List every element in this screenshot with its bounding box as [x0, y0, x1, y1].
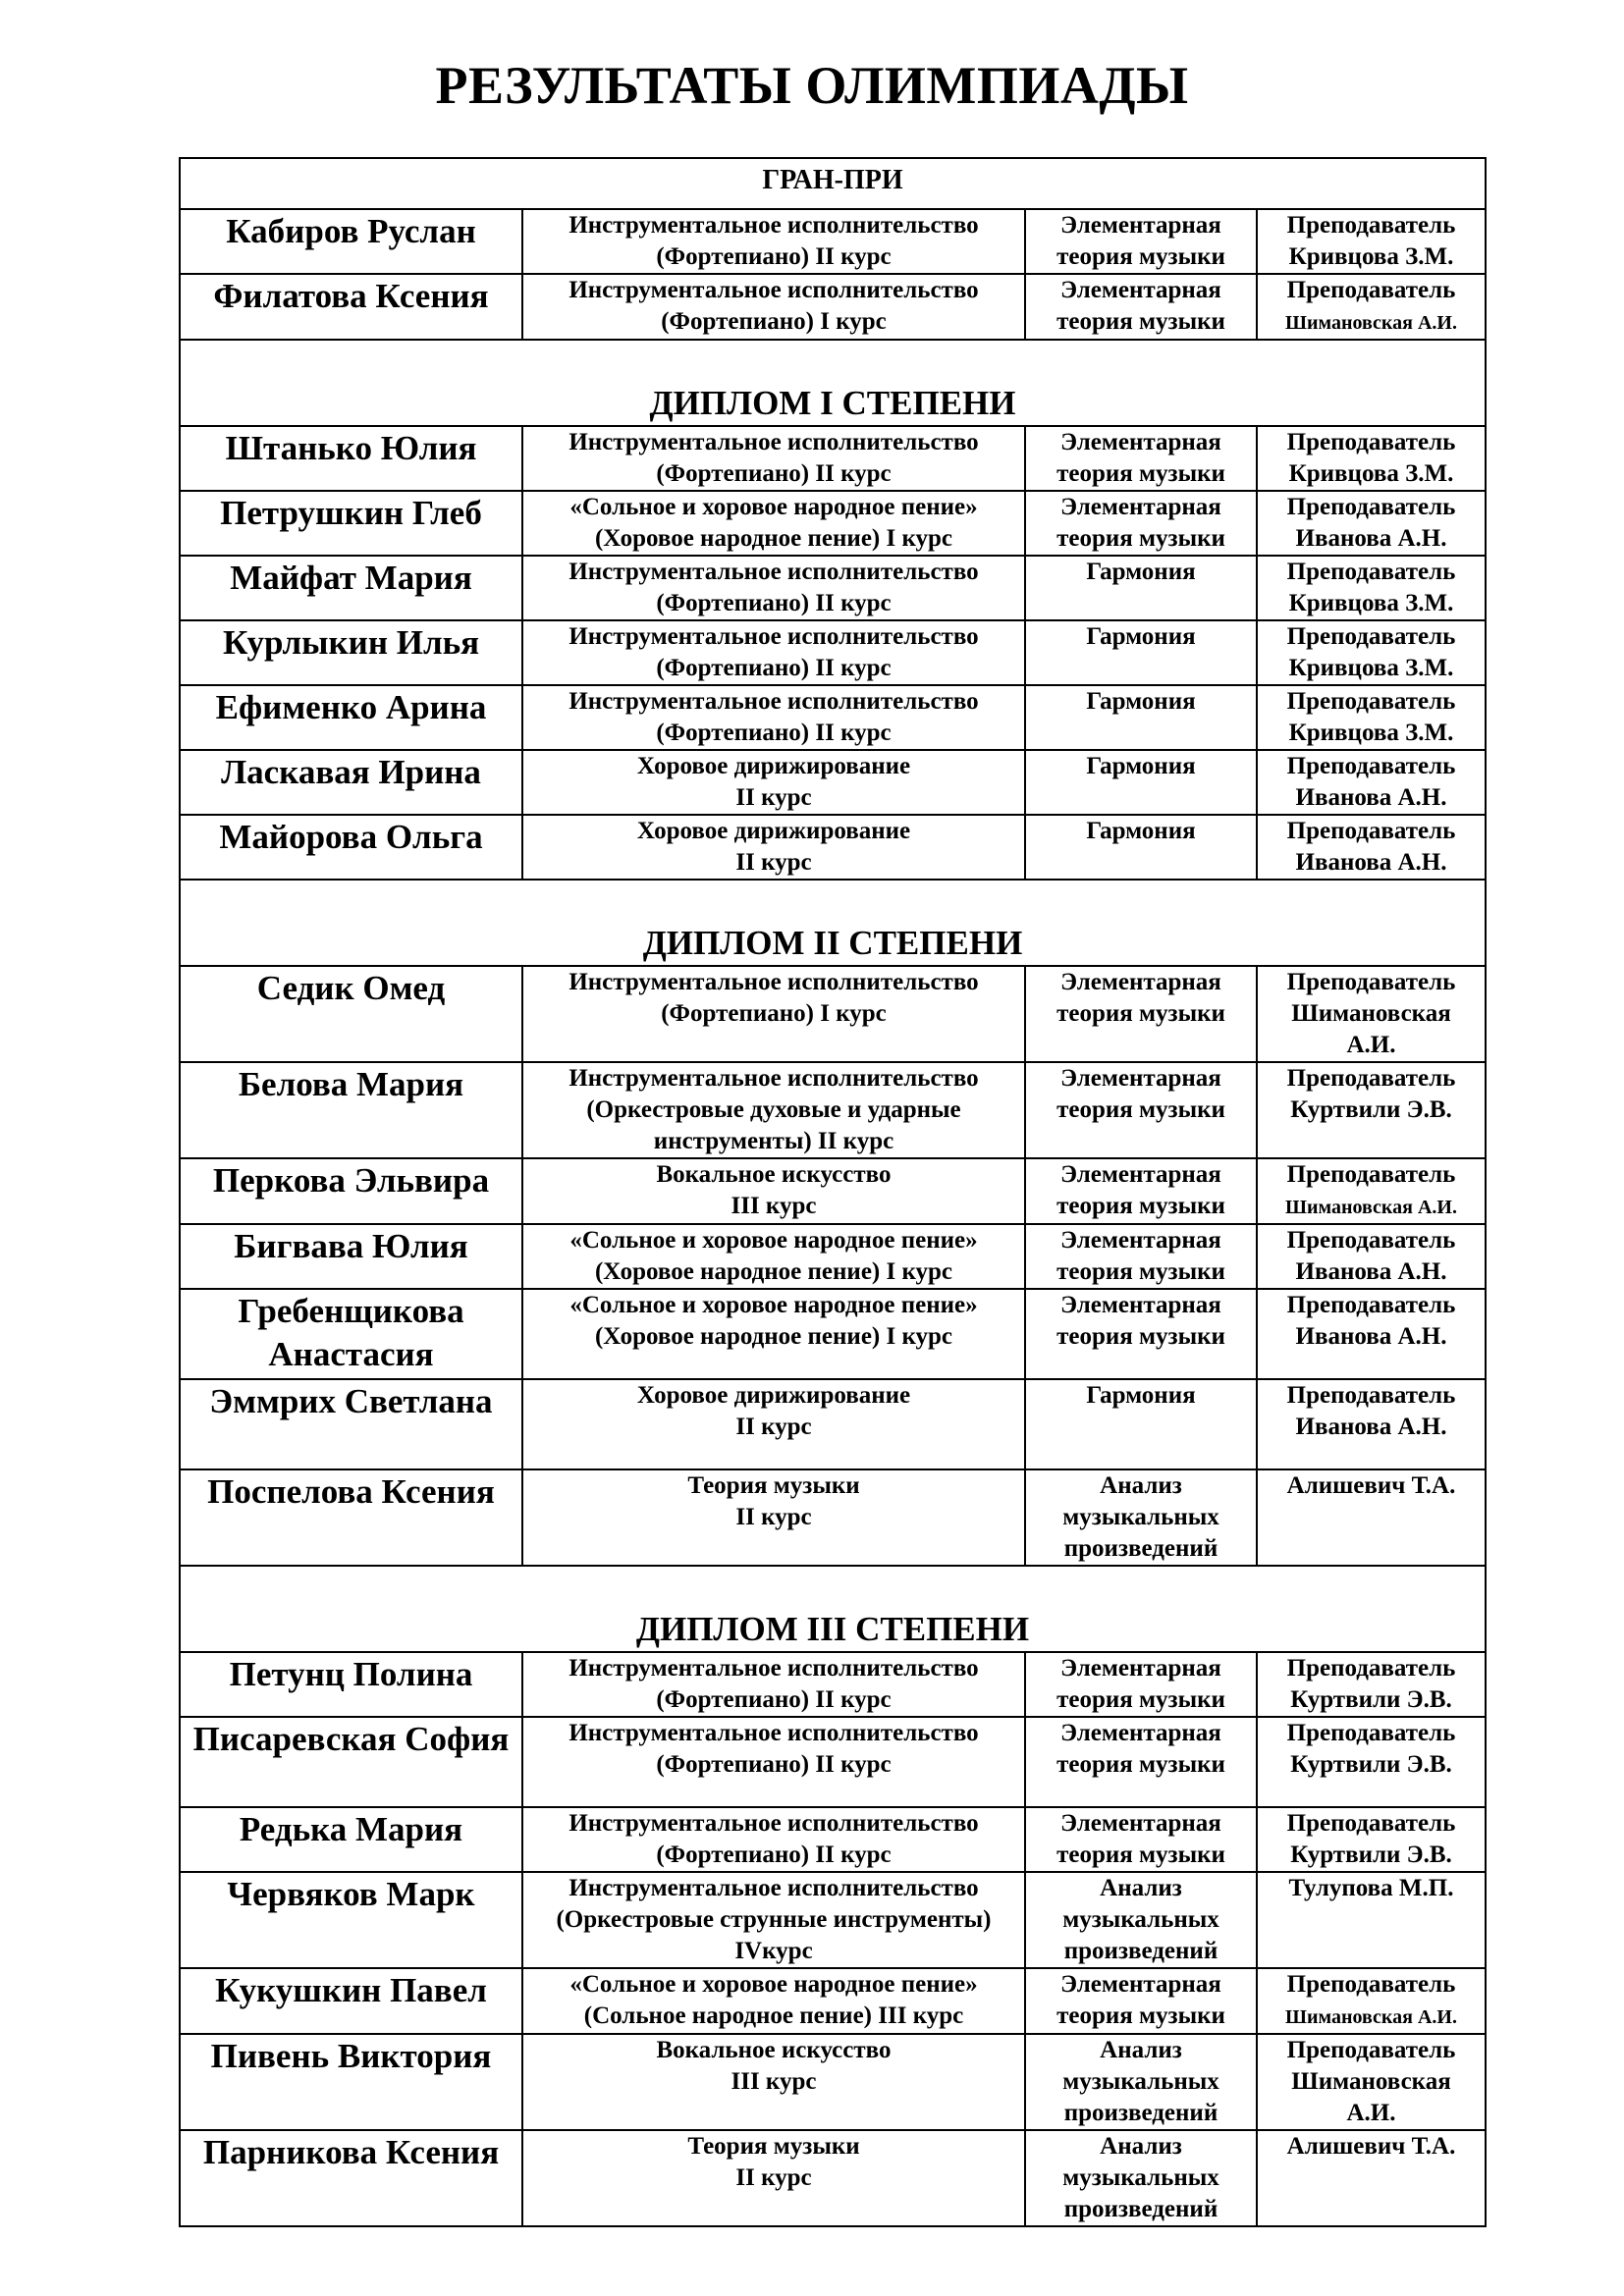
- participant-name: Поспелова Ксения: [180, 1469, 522, 1566]
- table-row: [180, 1158, 1486, 1224]
- cell-line: теория музыки: [1056, 525, 1225, 552]
- subject-cell: [1025, 815, 1257, 880]
- cell-line: (Хоровое народное пение) I курс: [594, 1258, 953, 1285]
- subject-cell: [1025, 1469, 1257, 1566]
- participant-name: Кукушкин Павел: [180, 1968, 522, 2034]
- section-header-row: [180, 880, 1486, 966]
- section-title: ДИПЛОМ III СТЕПЕНИ: [180, 1566, 1486, 1652]
- cell-line: Преподаватель: [1286, 623, 1456, 650]
- cell-line: Инструментальное исполнительство: [568, 1655, 979, 1682]
- cell-line: Кривцова З.М.: [1288, 655, 1454, 681]
- cell-line: Гармония: [1086, 559, 1196, 585]
- cell-line: Преподаватель: [1286, 688, 1456, 715]
- table-row: [180, 1289, 1486, 1379]
- cell-line: Инструментальное исполнительство: [568, 559, 979, 585]
- cell-line: Иванова А.Н.: [1295, 525, 1447, 552]
- section-header-row: [180, 1566, 1486, 1652]
- specialty-cell: [522, 1158, 1025, 1224]
- participant-name: Ласкавая Ирина: [180, 750, 522, 815]
- cell-line: Куртвили Э.В.: [1290, 1686, 1452, 1713]
- cell-line: Теория музыки: [687, 1472, 860, 1499]
- teacher-cell: [1257, 1062, 1486, 1158]
- specialty-cell: [522, 209, 1025, 274]
- teacher-cell: [1257, 1289, 1486, 1379]
- subject-cell: [1025, 966, 1257, 1062]
- subject-cell: [1025, 1807, 1257, 1872]
- cell-line: теория музыки: [1056, 1000, 1225, 1027]
- teacher-cell: [1257, 274, 1486, 340]
- specialty-cell: [522, 491, 1025, 556]
- cell-line: Преподаватель: [1286, 1292, 1456, 1318]
- participant-name: Курлыкин Илья: [180, 620, 522, 685]
- teacher-cell: [1257, 491, 1486, 556]
- teacher-cell: [1257, 1158, 1486, 1224]
- specialty-cell: [522, 556, 1025, 620]
- cell-line: Инструментальное исполнительство: [568, 1810, 979, 1837]
- participant-name: Гребенщикова Анастасия: [180, 1289, 522, 1379]
- cell-line: Элементарная: [1060, 1227, 1221, 1254]
- table-row: [180, 685, 1486, 750]
- cell-line: (Фортепиано) II курс: [656, 460, 892, 487]
- specialty-cell: [522, 1717, 1025, 1807]
- cell-line: (Оркестровые струнные инструменты): [556, 1906, 992, 1933]
- page-title: РЕЗУЛЬТАТЫ ОЛИМПИАДЫ: [435, 56, 1189, 115]
- subject-cell: [1025, 1652, 1257, 1717]
- table-row: [180, 1807, 1486, 1872]
- cell-line: «Сольное и хоровое народное пение»: [569, 1292, 978, 1318]
- teacher-cell: [1257, 1469, 1486, 1566]
- teacher-cell: [1257, 2034, 1486, 2130]
- cell-line: произведений: [1063, 2196, 1218, 2222]
- specialty-cell: [522, 2034, 1025, 2130]
- cell-line: Преподаватель: [1286, 494, 1456, 520]
- subject-cell: [1025, 1872, 1257, 1968]
- teacher-cell: [1257, 426, 1486, 491]
- cell-line: Гармония: [1086, 688, 1196, 715]
- table-row: [180, 491, 1486, 556]
- cell-line: Тулупова М.П.: [1288, 1875, 1454, 1901]
- teacher-cell: [1257, 1224, 1486, 1289]
- cell-line: теория музыки: [1056, 308, 1225, 335]
- participant-name: Редька Мария: [180, 1807, 522, 1872]
- participant-name: Писаревская София: [180, 1717, 522, 1807]
- cell-line: (Хоровое народное пение) I курс: [594, 525, 953, 552]
- teacher-cell: [1257, 1652, 1486, 1717]
- cell-line: Элементарная: [1060, 1720, 1221, 1746]
- cell-line: Гармония: [1086, 623, 1196, 650]
- cell-line: (Сольное народное пение) III курс: [583, 2002, 964, 2029]
- cell-line: Элементарная: [1060, 969, 1221, 995]
- cell-line: Гармония: [1086, 1382, 1196, 1409]
- cell-line: Преподаватель: [1286, 969, 1456, 995]
- cell-line: Кривцова З.М.: [1288, 243, 1454, 270]
- participant-name: Парникова Ксения: [180, 2130, 522, 2226]
- teacher-cell: [1257, 1379, 1486, 1469]
- cell-line: теория музыки: [1056, 243, 1225, 270]
- table-row: [180, 2034, 1486, 2130]
- cell-line: музыкальных: [1062, 1906, 1219, 1933]
- cell-line: Преподаватель: [1286, 559, 1456, 585]
- cell-line: (Фортепиано) II курс: [656, 243, 892, 270]
- specialty-cell: [522, 966, 1025, 1062]
- subject-cell: [1025, 209, 1257, 274]
- participant-name: Бигвава Юлия: [180, 1224, 522, 1289]
- participant-name: Ефименко Арина: [180, 685, 522, 750]
- table-row: [180, 274, 1486, 340]
- cell-line: Вокальное искусство: [656, 2037, 892, 2063]
- table-row: [180, 1872, 1486, 1968]
- cell-line: (Фортепиано) I курс: [661, 308, 887, 335]
- cell-line: (Фортепиано) II курс: [656, 655, 892, 681]
- teacher-cell: [1257, 1807, 1486, 1872]
- subject-cell: [1025, 2034, 1257, 2130]
- cell-line: (Фортепиано) II курс: [656, 1842, 892, 1868]
- cell-line: II курс: [735, 784, 812, 811]
- cell-line: музыкальных: [1062, 1504, 1219, 1530]
- section-header-row: [180, 158, 1486, 209]
- table-row: [180, 1379, 1486, 1469]
- table-row: [180, 426, 1486, 491]
- cell-line: Преподаватель: [1286, 1655, 1456, 1682]
- cell-line: Преподаватель: [1286, 1971, 1456, 1998]
- cell-line: (Фортепиано) II курс: [656, 720, 892, 746]
- subject-cell: [1025, 556, 1257, 620]
- cell-line: Теория музыки: [687, 2133, 860, 2160]
- cell-line: Инструментальное исполнительство: [568, 1720, 979, 1746]
- cell-line: Вокальное искусство: [656, 1161, 892, 1188]
- subject-cell: [1025, 1968, 1257, 2034]
- cell-line: (Фортепиано) II курс: [656, 1686, 892, 1713]
- cell-line: теория музыки: [1056, 460, 1225, 487]
- cell-line: Элементарная: [1060, 494, 1221, 520]
- participant-name: Петрушкин Глеб: [180, 491, 522, 556]
- cell-line: (Фортепиано) II курс: [656, 1751, 892, 1778]
- participant-name: Червяков Марк: [180, 1872, 522, 1968]
- cell-line: (Фортепиано) I курс: [661, 1000, 887, 1027]
- cell-line: Преподаватель: [1286, 2037, 1456, 2063]
- cell-line: (Хоровое народное пение) I курс: [594, 1323, 953, 1350]
- cell-line: А.И.: [1346, 1032, 1396, 1058]
- participant-name: Майорова Ольга: [180, 815, 522, 880]
- specialty-cell: [522, 426, 1025, 491]
- participant-name: Кабиров Руслан: [180, 209, 522, 274]
- cell-line: инструменты) II курс: [653, 1128, 894, 1154]
- teacher-cell: [1257, 815, 1486, 880]
- cell-line: Инструментальное исполнительство: [568, 1875, 979, 1901]
- cell-line: Инструментальное исполнительство: [568, 623, 979, 650]
- cell-line: Хоровое дирижирование: [636, 818, 911, 844]
- cell-line: II курс: [735, 2164, 812, 2191]
- cell-line: Куртвили Э.В.: [1290, 1842, 1452, 1868]
- cell-line: теория музыки: [1056, 1323, 1225, 1350]
- participant-name: Петунц Полина: [180, 1652, 522, 1717]
- cell-line: Анализ: [1100, 1875, 1182, 1901]
- cell-line: Преподаватель: [1286, 1810, 1456, 1837]
- cell-line: Инструментальное исполнительство: [568, 969, 979, 995]
- cell-line: Кривцова З.М.: [1288, 590, 1454, 616]
- table-row: [180, 1062, 1486, 1158]
- table-row: [180, 1968, 1486, 2034]
- teacher-cell: [1257, 209, 1486, 274]
- specialty-cell: [522, 685, 1025, 750]
- specialty-cell: [522, 1968, 1025, 2034]
- table-row: [180, 556, 1486, 620]
- cell-line: Иванова А.Н.: [1295, 784, 1447, 811]
- cell-line: «Сольное и хоровое народное пение»: [569, 1227, 978, 1254]
- cell-line: Анализ: [1100, 2037, 1182, 2063]
- teacher-cell: [1257, 750, 1486, 815]
- cell-line: Иванова А.Н.: [1295, 849, 1447, 876]
- subject-cell: [1025, 426, 1257, 491]
- cell-line: Гармония: [1086, 818, 1196, 844]
- cell-line: Преподаватель: [1286, 277, 1456, 303]
- specialty-cell: [522, 1379, 1025, 1469]
- specialty-cell: [522, 1872, 1025, 1968]
- subject-cell: [1025, 274, 1257, 340]
- table-row: [180, 750, 1486, 815]
- cell-line: Элементарная: [1060, 1292, 1221, 1318]
- cell-line: Алишевич Т.А.: [1286, 2133, 1456, 2160]
- cell-line: Инструментальное исполнительство: [568, 1065, 979, 1092]
- specialty-cell: [522, 2130, 1025, 2226]
- specialty-cell: [522, 1224, 1025, 1289]
- participant-name: Седик Омед: [180, 966, 522, 1062]
- cell-line: Преподаватель: [1286, 1161, 1456, 1188]
- cell-line: Преподаватель: [1286, 212, 1456, 239]
- cell-line: III курс: [731, 1193, 817, 1219]
- cell-line: Преподаватель: [1286, 753, 1456, 779]
- specialty-cell: [522, 1289, 1025, 1379]
- specialty-cell: [522, 750, 1025, 815]
- cell-line: Иванова А.Н.: [1295, 1258, 1447, 1285]
- cell-line: Иванова А.Н.: [1295, 1323, 1447, 1350]
- participant-name: Майфат Мария: [180, 556, 522, 620]
- teacher-cell: [1257, 2130, 1486, 2226]
- cell-line: Иванова А.Н.: [1295, 1414, 1447, 1440]
- cell-line: теория музыки: [1056, 2002, 1225, 2029]
- cell-line: Кривцова З.М.: [1288, 460, 1454, 487]
- cell-line: А.И.: [1346, 2100, 1396, 2126]
- subject-cell: [1025, 2130, 1257, 2226]
- participant-name: Перкова Эльвира: [180, 1158, 522, 1224]
- cell-line: Шимановская А.И.: [1285, 2006, 1457, 2028]
- cell-line: Шимановская А.И.: [1285, 1197, 1457, 1218]
- participant-name: Белова Мария: [180, 1062, 522, 1158]
- subject-cell: [1025, 1224, 1257, 1289]
- teacher-cell: [1257, 1717, 1486, 1807]
- cell-line: Анализ: [1100, 1472, 1182, 1499]
- cell-line: Гармония: [1086, 753, 1196, 779]
- cell-line: (Фортепиано) II курс: [656, 590, 892, 616]
- cell-line: произведений: [1063, 1535, 1218, 1562]
- cell-line: Куртвили Э.В.: [1290, 1096, 1452, 1123]
- cell-line: II курс: [735, 1504, 812, 1530]
- cell-line: Шимановская А.И.: [1285, 312, 1457, 334]
- section-header-row: [180, 340, 1486, 426]
- teacher-cell: [1257, 1872, 1486, 1968]
- cell-line: II курс: [735, 1414, 812, 1440]
- cell-line: Элементарная: [1060, 277, 1221, 303]
- cell-line: Шимановская: [1291, 2068, 1451, 2095]
- cell-line: Преподаватель: [1286, 1227, 1456, 1254]
- table-row: [180, 1717, 1486, 1807]
- cell-line: Шимановская: [1291, 1000, 1451, 1027]
- subject-cell: [1025, 1062, 1257, 1158]
- participant-name: Штанько Юлия: [180, 426, 522, 491]
- cell-line: теория музыки: [1056, 1686, 1225, 1713]
- table-row: [180, 2130, 1486, 2226]
- participant-name: Пивень Виктория: [180, 2034, 522, 2130]
- participant-name: Эммрих Светлана: [180, 1379, 522, 1469]
- table-row: [180, 1652, 1486, 1717]
- results-table: [179, 157, 1487, 2227]
- table-row: [180, 620, 1486, 685]
- cell-line: произведений: [1063, 1938, 1218, 1964]
- cell-line: теория музыки: [1056, 1096, 1225, 1123]
- cell-line: теория музыки: [1056, 1258, 1225, 1285]
- specialty-cell: [522, 1469, 1025, 1566]
- cell-line: Алишевич Т.А.: [1286, 1472, 1456, 1499]
- cell-line: «Сольное и хоровое народное пение»: [569, 1971, 978, 1998]
- cell-line: III курс: [731, 2068, 817, 2095]
- subject-cell: [1025, 685, 1257, 750]
- cell-line: теория музыки: [1056, 1842, 1225, 1868]
- specialty-cell: [522, 274, 1025, 340]
- teacher-cell: [1257, 1968, 1486, 2034]
- cell-line: Анализ: [1100, 2133, 1182, 2160]
- cell-line: Преподаватель: [1286, 429, 1456, 455]
- cell-line: Элементарная: [1060, 1065, 1221, 1092]
- participant-name: Филатова Ксения: [180, 274, 522, 340]
- table-row: [180, 1224, 1486, 1289]
- cell-line: Элементарная: [1060, 212, 1221, 239]
- section-title: ГРАН-ПРИ: [180, 158, 1486, 209]
- cell-line: музыкальных: [1062, 2068, 1219, 2095]
- cell-line: Элементарная: [1060, 1810, 1221, 1837]
- table-row: [180, 1469, 1486, 1566]
- subject-cell: [1025, 1717, 1257, 1807]
- cell-line: теория музыки: [1056, 1193, 1225, 1219]
- specialty-cell: [522, 1807, 1025, 1872]
- table-row: [180, 209, 1486, 274]
- cell-line: Элементарная: [1060, 1161, 1221, 1188]
- table-row: [180, 966, 1486, 1062]
- subject-cell: [1025, 491, 1257, 556]
- teacher-cell: [1257, 556, 1486, 620]
- subject-cell: [1025, 1158, 1257, 1224]
- cell-line: Элементарная: [1060, 1655, 1221, 1682]
- teacher-cell: [1257, 966, 1486, 1062]
- cell-line: Хоровое дирижирование: [636, 1382, 911, 1409]
- cell-line: Преподаватель: [1286, 818, 1456, 844]
- cell-line: Инструментальное исполнительство: [568, 688, 979, 715]
- cell-line: Инструментальное исполнительство: [568, 212, 979, 239]
- specialty-cell: [522, 620, 1025, 685]
- subject-cell: [1025, 1289, 1257, 1379]
- table-row: [180, 815, 1486, 880]
- section-title: ДИПЛОМ II СТЕПЕНИ: [180, 880, 1486, 966]
- cell-line: Хоровое дирижирование: [636, 753, 911, 779]
- cell-line: Элементарная: [1060, 429, 1221, 455]
- specialty-cell: [522, 1652, 1025, 1717]
- cell-line: (Оркестровые духовые и ударные: [586, 1096, 961, 1123]
- specialty-cell: [522, 1062, 1025, 1158]
- teacher-cell: [1257, 620, 1486, 685]
- cell-line: «Сольное и хоровое народное пение»: [569, 494, 978, 520]
- cell-line: Преподаватель: [1286, 1382, 1456, 1409]
- cell-line: Куртвили Э.В.: [1290, 1751, 1452, 1778]
- subject-cell: [1025, 620, 1257, 685]
- cell-line: Инструментальное исполнительство: [568, 429, 979, 455]
- cell-line: Преподаватель: [1286, 1065, 1456, 1092]
- teacher-cell: [1257, 685, 1486, 750]
- cell-line: теория музыки: [1056, 1751, 1225, 1778]
- cell-line: Преподаватель: [1286, 1720, 1456, 1746]
- cell-line: Кривцова З.М.: [1288, 720, 1454, 746]
- subject-cell: [1025, 1379, 1257, 1469]
- specialty-cell: [522, 815, 1025, 880]
- cell-line: IVкурс: [734, 1938, 813, 1964]
- cell-line: произведений: [1063, 2100, 1218, 2126]
- cell-line: Элементарная: [1060, 1971, 1221, 1998]
- cell-line: музыкальных: [1062, 2164, 1219, 2191]
- cell-line: Инструментальное исполнительство: [568, 277, 979, 303]
- subject-cell: [1025, 750, 1257, 815]
- cell-line: II курс: [735, 849, 812, 876]
- section-title: ДИПЛОМ I СТЕПЕНИ: [180, 340, 1486, 426]
